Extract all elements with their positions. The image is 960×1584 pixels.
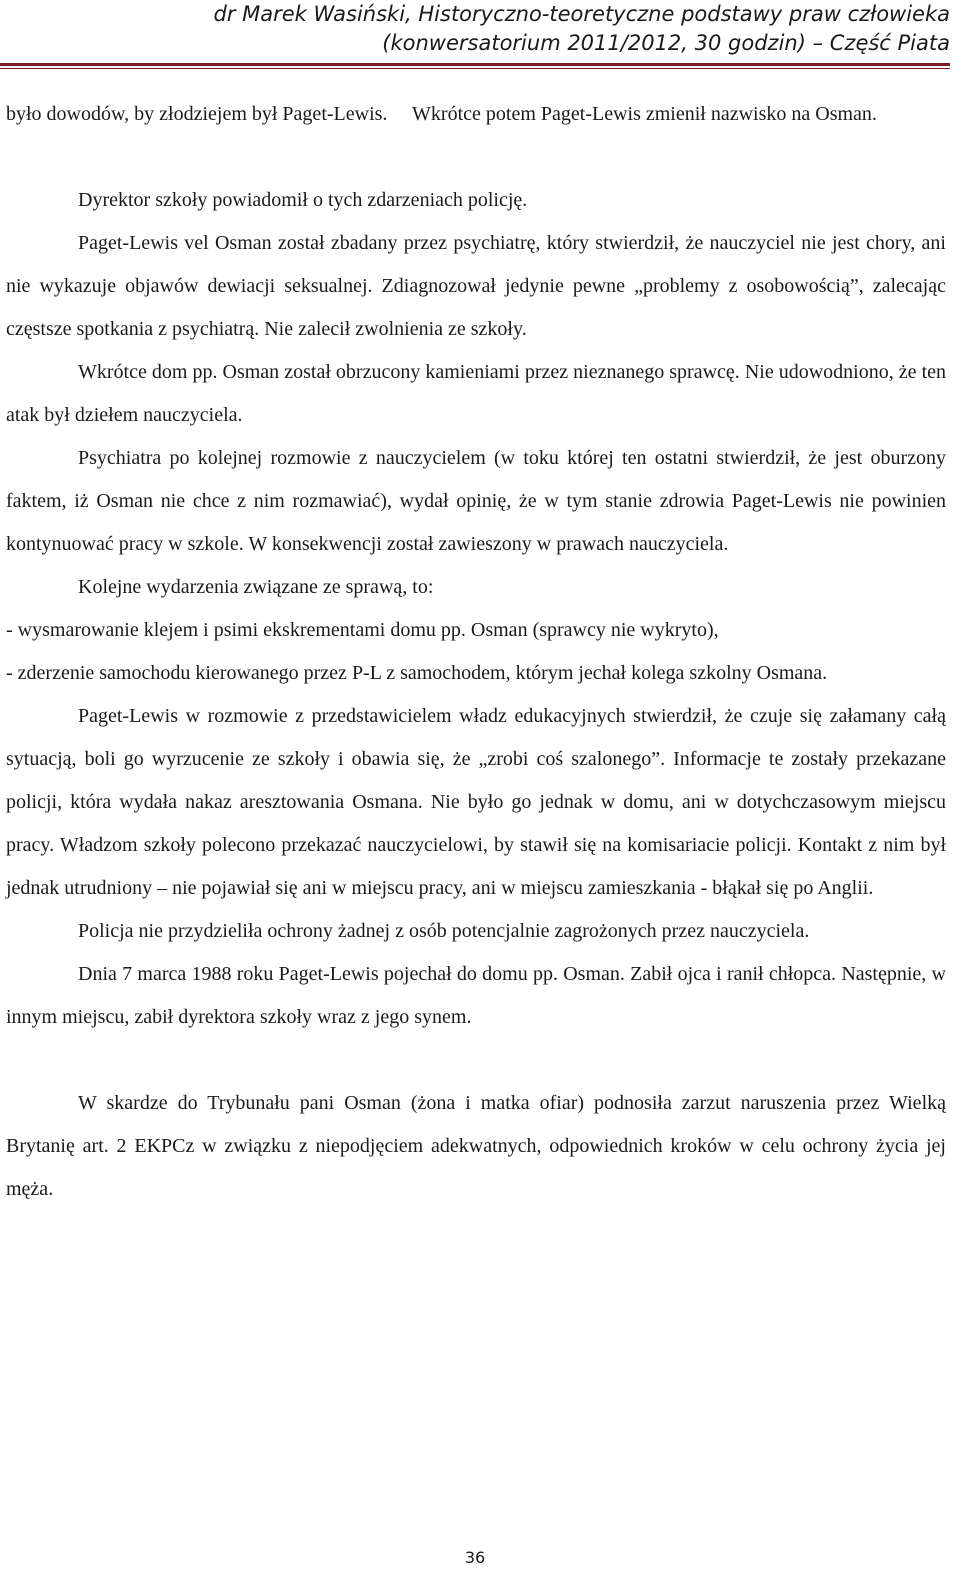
paragraph: Wkrótce dom pp. Osman został obrzucony kamieniami przez nieznanego sprawcę. Nie udowodniono, że ten atak był dziełem nauczyciela. [6,361,946,426]
paragraph: Dyrektor szkoły powiadomił o tych zdarzeniach policję. [78,189,528,211]
list-item: - zderzenie samochodu kierowanego przez P-L z samochodem, którym jechał kolega szkolny Osmana. [6,662,828,684]
page-number: 36 [464,1548,486,1567]
paragraph: Policja nie przydzieliła ochrony żadnej z osób potencjalnie zagrożonych przez nauczyciela. [78,920,810,942]
paragraph: Psychiatra po kolejnej rozmowie z nauczycielem (w toku której ten ostatni stwierdził, że jest oburzony faktem, iż Osman nie chce z nim rozmawiać), wydał opinię, że w tym stanie zdrowia Paget-Lewis nie powinien kontynuować pracy w szkole. W konsekwencji został zawieszony w prawach nauczyciela. [6,447,946,555]
paragraph-gap [6,136,946,179]
header-rule-thin [0,68,950,69]
paragraph: Kolejne wydarzenia związane ze sprawą, to: [78,576,434,598]
document-body [6,93,946,1211]
header-rule-thick [0,63,950,66]
header-subtitle-line: (konwersatorium 2011/2012, 30 godzin) – Część Piata [382,31,950,55]
paragraph-gap [6,1039,946,1082]
header-title-line: dr Marek Wasiński, Historyczno-teoretyczne podstawy praw człowieka [213,2,950,26]
paragraph: Dnia 7 marca 1988 roku Paget-Lewis pojechał do domu pp. Osman. Zabił ojca i ranił chłopca. Następnie, w innym miejscu, zabił dyrektora szkoły wraz z jego synem. [6,963,946,1028]
page-header [0,0,950,64]
paragraph: Paget-Lewis w rozmowie z przedstawicielem władz edukacyjnych stwierdził, że czuje się załamany całą sytuacją, boli go wyrzucenie ze szkoły i obawia się, że „zrobi coś szalonego”. Informacje te zostały przekazane policji, która wydała nakaz aresztowania Osmana. Nie było go jednak w domu, ani w dotychczasowym miejscu pracy. Władzom szkoły polecono przekazać nauczycielowi, by stawił się na komisariacie policji. Kontakt z nim był jednak utrudniony – nie pojawiał się ani w miejscu pracy, ani w miejscu zamieszkania - błąkał się po Anglii. [6,705,946,899]
paragraph: Paget-Lewis vel Osman został zbadany przez psychiatrę, który stwierdził, że nauczyciel nie jest chory, ani nie wykazuje objawów dewiacji seksualnej. Zdiagnozował jedynie pewne „problemy z osobowością”, zalecając częstsze spotkania z psychiatrą. Nie zalecił zwolnienia ze szkoły. [6,232,946,340]
list-item: - wysmarowanie klejem i psimi ekskrementami domu pp. Osman (sprawcy nie wykryto), [6,619,719,641]
paragraph: W skardze do Trybunału pani Osman (żona i matka ofiar) podnosiła zarzut naruszenia przez Wielką Brytanię art. 2 EKPCz w związku z niepodjęciem adekwatnych, odpowiednich kroków w celu ochrony życia jej męża. [6,1092,946,1200]
paragraph: było dowodów, by złodziejem był Paget-Lewis. Wkrótce potem Paget-Lewis zmienił nazwisko na Osman. [6,103,877,125]
